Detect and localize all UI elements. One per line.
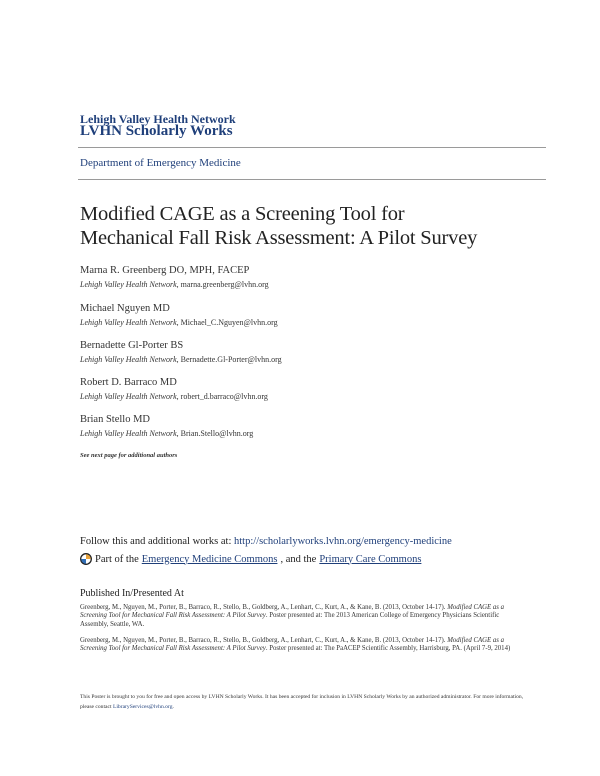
primary-care-commons-link[interactable]: Primary Care Commons <box>319 553 422 565</box>
follow-line <box>80 536 452 547</box>
author-affiliation: Lehigh Valley Health Network, Michael_C.Nguyen@lvhn.org <box>80 318 278 327</box>
author-email[interactable]: marna.greenberg@lvhn.org <box>180 280 269 289</box>
author-name: Marna R. Greenberg DO, MPH, FACEP <box>80 265 250 276</box>
author-name: Michael Nguyen MD <box>80 303 170 314</box>
paper-title <box>80 202 550 250</box>
part-of-middle: , and the <box>280 553 317 565</box>
author-name: Brian Stello MD <box>80 414 150 425</box>
repository-name[interactable]: LVHN Scholarly Works <box>80 123 233 139</box>
creative-commons-icon <box>80 553 92 565</box>
title-line-2: Mechanical Fall Risk Assessment: A Pilot Survey <box>80 227 478 249</box>
additional-authors-note: See next page for additional authors <box>80 452 178 459</box>
author-name: Robert D. Barraco MD <box>80 377 177 388</box>
author-name: Bernadette Gl-Porter BS <box>80 340 184 351</box>
citation-authors: Greenberg, M., Nguyen, M., Porter, B., Barraco, R., Stello, B., Goldberg, A., Lenhart, C., Kurt, A., & Kane, B. (2013, October 14-17). <box>80 604 448 611</box>
citation <box>80 637 528 654</box>
department-divider <box>78 179 546 180</box>
access-notice <box>80 692 528 712</box>
affiliation-name: Lehigh Valley Health Network <box>80 280 177 289</box>
published-heading: Published In/Presented At <box>80 588 184 599</box>
collection-link[interactable]: http://scholarlyworks.lvhn.org/emergency-medicine <box>234 536 452 547</box>
citation-venue: . Poster presented at: The PaACEP Scientific Assembly, Harrisburg, PA. (April 7-9, 2014) <box>265 645 511 653</box>
department-link[interactable]: Department of Emergency Medicine <box>80 157 241 169</box>
access-notice-end: . <box>172 704 174 710</box>
header-divider <box>78 147 546 148</box>
author-affiliation: Lehigh Valley Health Network, marna.greenberg@lvhn.org <box>80 280 269 289</box>
part-of-prefix: Part of the <box>95 553 139 565</box>
author-affiliation: Lehigh Valley Health Network, Bernadette.Gl-Porter@lvhn.org <box>80 355 282 364</box>
follow-text: Follow this and additional works at: <box>80 536 234 547</box>
affiliation-name: Lehigh Valley Health Network <box>80 318 177 327</box>
part-of-line <box>80 553 421 565</box>
org-name: Lehigh Valley Health Network <box>80 112 236 126</box>
citation <box>80 604 528 629</box>
author-email[interactable]: robert_d.barraco@lvhn.org <box>180 392 268 401</box>
author-affiliation: Lehigh Valley Health Network, robert_d.barraco@lvhn.org <box>80 392 268 401</box>
author-email[interactable]: Bernadette.Gl-Porter@lvhn.org <box>180 355 282 364</box>
affiliation-name: Lehigh Valley Health Network <box>80 429 177 438</box>
affiliation-name: Lehigh Valley Health Network <box>80 355 177 364</box>
citation-title: Modified CAGE as a Screening Tool for Mechanical Fall Risk Assessment: A Pilot Survey <box>80 637 505 653</box>
author-affiliation: Lehigh Valley Health Network, Brian.Stello@lvhn.org <box>80 429 254 438</box>
access-notice-text: This Poster is brought to you for free and open access by LVHN Scholarly Works. It has been accepted for inclusion in LVHN Scholarly Works by an authorized administrator. For more information, please contact <box>80 694 524 710</box>
title-line-1: Modified CAGE as a Screening Tool for <box>80 203 405 225</box>
citation-venue: . Poster presented at: The 2013 American College of Emergency Physicians Scientific Assembly, Seattle, WA. <box>80 612 500 628</box>
emergency-medicine-commons-link[interactable]: Emergency Medicine Commons <box>141 553 278 565</box>
citation-title: Modified CAGE as a Screening Tool for Mechanical Fall Risk Assessment: A Pilot Survey <box>80 604 505 620</box>
author-email[interactable]: Brian.Stello@lvhn.org <box>180 429 254 438</box>
author-email[interactable]: Michael_C.Nguyen@lvhn.org <box>180 318 278 327</box>
citation-authors: Greenberg, M., Nguyen, M., Porter, B., Barraco, R., Stello, B., Goldberg, A., Lenhart, C., Kurt, A., & Kane, B. (2013, October 14-17). <box>80 637 448 644</box>
affiliation-name: Lehigh Valley Health Network <box>80 392 177 401</box>
contact-email-link[interactable]: LibraryServices@lvhn.org <box>112 704 173 710</box>
